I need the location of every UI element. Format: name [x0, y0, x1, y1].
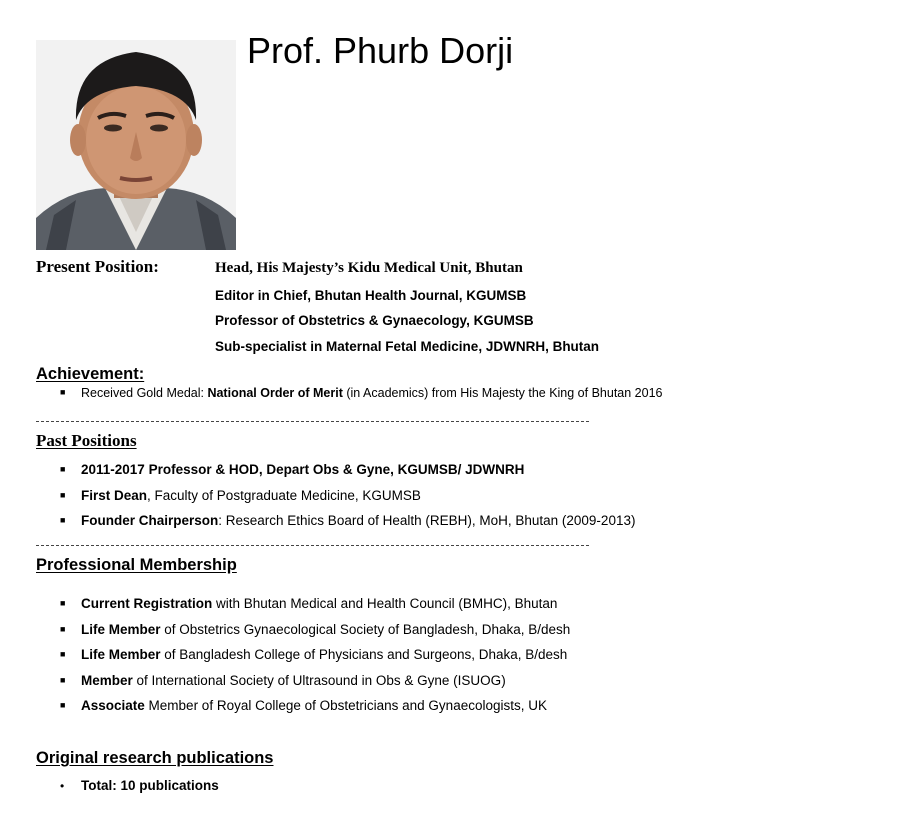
membership-heading: Professional Membership	[36, 556, 237, 574]
bullet-square-icon: ■	[60, 700, 66, 710]
page-title: Prof. Phurb Dorji	[247, 30, 514, 71]
bullet-square-icon: ■	[60, 675, 66, 685]
bullet-round-icon: •	[60, 779, 65, 793]
bullet-square-icon: ■	[60, 490, 66, 500]
list-item: ■ Associate Member of Royal College of Obstetricians and Gynaecologists, UK	[60, 698, 547, 713]
list-item: ■ Current Registration with Bhutan Medical and Health Council (BMHC), Bhutan	[60, 596, 558, 611]
profile-photo	[36, 40, 236, 250]
list-item: ■ Life Member of Bangladesh College of Physicians and Surgeons, Dhaka, B/desh	[60, 647, 568, 662]
list-item: • Total: 10 publications	[60, 778, 219, 793]
past-positions-heading: Past Positions	[36, 431, 137, 450]
achievement-heading: Achievement:	[36, 365, 145, 383]
list-item: ■ 2011-2017 Professor & HOD, Depart Obs & Gyne, KGUMSB/ JDWNRH	[60, 462, 525, 477]
divider	[36, 421, 589, 422]
achievement-item: ■ Received Gold Medal: National Order of Merit (in Academics) from His Majesty the King of Bhutan 2016	[60, 383, 662, 402]
publications-heading: Original research publications	[36, 749, 274, 767]
list-item: ■ Founder Chairperson: Research Ethics Board of Health (REBH), MoH, Bhutan (2009-2013)	[60, 513, 636, 528]
present-position-label: Present Position:	[36, 257, 159, 276]
bullet-square-icon: ■	[60, 464, 66, 474]
list-item: ■ First Dean, Faculty of Postgraduate Medicine, KGUMSB	[60, 488, 421, 503]
list-item: ■ Life Member of Obstetrics Gynaecological Society of Bangladesh, Dhaka, B/desh	[60, 622, 571, 637]
bullet-square-icon: ■	[60, 515, 66, 525]
list-item: ■ Member of International Society of Ultrasound in Obs & Gyne (ISUOG)	[60, 673, 506, 688]
present-position-head: Head, His Majesty’s Kidu Medical Unit, Bhutan	[215, 260, 523, 276]
divider	[36, 545, 589, 546]
present-position-line: Professor of Obstetrics & Gynaecology, KGUMSB	[215, 313, 534, 328]
present-position-line: Editor in Chief, Bhutan Health Journal, KGUMSB	[215, 288, 527, 303]
bullet-square-icon: ■	[60, 649, 66, 659]
bullet-square-icon: ■	[60, 598, 66, 608]
bullet-square-icon: ■	[60, 387, 66, 397]
present-position-line: Sub-specialist in Maternal Fetal Medicine, JDWNRH, Bhutan	[215, 339, 600, 354]
bullet-square-icon: ■	[60, 624, 66, 634]
